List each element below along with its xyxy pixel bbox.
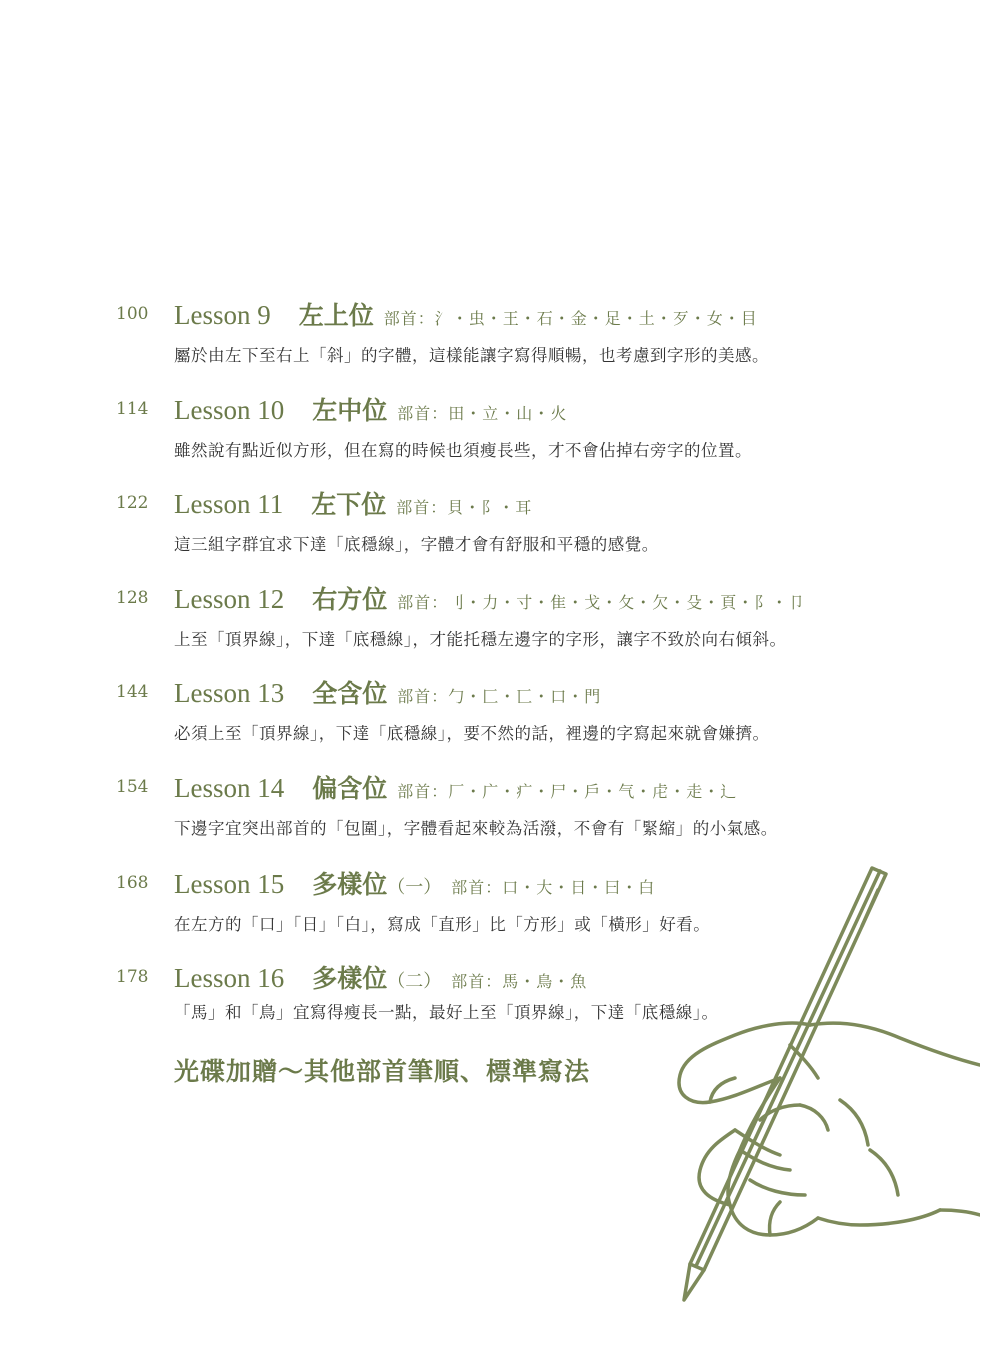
lesson-description: 屬於由左下至右上「斜」的字體，這樣能讓字寫得順暢，也考慮到字形的美感。 <box>174 346 769 365</box>
radicals-list: 部首：勹・匚・匸・口・門 <box>397 687 602 706</box>
lesson-title: 多樣位 <box>312 964 388 993</box>
lesson-description: 這三組字群宜求下達「底穩線」，字體才會有舒服和平穩的感覺。 <box>174 535 659 554</box>
page-number: 168 <box>116 873 149 893</box>
lesson-title: 多樣位 <box>312 870 388 899</box>
lesson-description: 必須上至「頂界線」，下達「底穩線」，要不然的話，裡邊的字寫起來就會嫌擠。 <box>174 724 770 743</box>
page-number: 128 <box>116 588 149 608</box>
lesson-label: Lesson 9 <box>174 300 271 330</box>
bonus-disc-note: 光碟加贈～其他部首筆順、標準寫法 <box>174 1057 591 1086</box>
lesson-title: 右方位 <box>312 585 388 614</box>
hand-holding-pen-illustration <box>640 850 980 1330</box>
page-number: 144 <box>116 682 149 702</box>
lesson-subtitle: （一） <box>387 877 442 898</box>
radicals-list: 部首：田・立・山・火 <box>397 404 568 423</box>
lesson-title: 左中位 <box>312 396 388 425</box>
lesson-title: 偏含位 <box>312 774 388 803</box>
lesson-label: Lesson 13 <box>174 678 285 708</box>
lesson-description: 在左方的「口」「日」「白」，寫成「直形」比「方形」或「橫形」好看。 <box>174 915 711 934</box>
lesson-label: Lesson 10 <box>174 395 285 425</box>
lesson-subtitle: （二） <box>387 971 442 992</box>
page-number: 178 <box>116 967 149 987</box>
radicals-list: 部首：口・大・日・曰・白 <box>451 878 656 897</box>
lesson-label: Lesson 12 <box>174 584 285 614</box>
lesson-description: 下邊字宜突出部首的「包圍」，字體看起來較為活潑，不會有「緊縮」的小氣感。 <box>174 819 778 838</box>
page-number: 114 <box>116 399 149 419</box>
lesson-description: 「馬」和「鳥」宜寫得瘦長一點，最好上至「頂界線」，下達「底穩線」。 <box>174 1003 719 1022</box>
page-number: 100 <box>116 304 149 324</box>
lesson-description: 雖然說有點近似方形，但在寫的時候也須瘦長些，才不會佔掉右旁字的位置。 <box>174 441 752 460</box>
lesson-title: 左下位 <box>311 490 387 519</box>
radicals-list: 部首：氵・虫・王・石・金・足・土・歹・女・目 <box>383 309 758 328</box>
lesson-title: 左上位 <box>298 301 374 330</box>
page-number: 154 <box>116 777 149 797</box>
radicals-list: 部首：刂・力・寸・隹・戈・攵・欠・殳・頁・阝・卩 <box>397 593 806 612</box>
lesson-label: Lesson 15 <box>174 869 285 899</box>
lesson-label: Lesson 16 <box>174 963 285 993</box>
radicals-list: 部首：貝・阝・耳 <box>396 498 533 517</box>
lesson-label: Lesson 14 <box>174 773 285 803</box>
lesson-label: Lesson 11 <box>174 489 284 519</box>
lesson-title: 全含位 <box>312 679 388 708</box>
radicals-list: 部首：厂・广・疒・尸・戶・气・虍・走・辶 <box>397 782 738 801</box>
lesson-description: 上至「頂界線」，下達「底穩線」，才能托穩左邊字的字形，讓字不致於向右傾斜。 <box>174 630 787 649</box>
radicals-list: 部首：馬・鳥・魚 <box>451 972 588 991</box>
page-number: 122 <box>116 493 149 513</box>
